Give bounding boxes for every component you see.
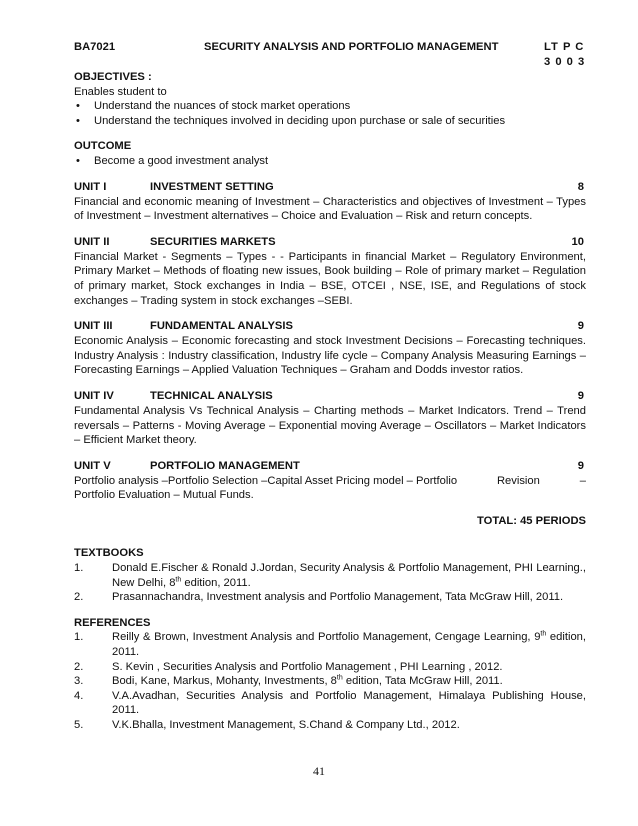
references-section [74,616,586,733]
course-header [74,40,586,70]
unit-heading [74,180,586,195]
item-number: 3. [74,675,84,688]
unit-number: UNIT III [74,320,113,333]
item-number: 5. [74,719,84,731]
unit-body-line [74,474,586,489]
item-sup: th [540,630,547,638]
item-number: 1. [74,562,84,575]
total-periods: TOTAL: 45 PERIODS [477,514,586,527]
page-number: 41 [313,764,325,778]
objectives-section [74,70,586,128]
unit-hours: 9 [577,459,584,472]
unit-body-part: – [579,474,586,487]
unit-4 [74,389,586,448]
item-number: 2. [74,660,84,673]
objectives-intro: Enables student to [74,85,167,98]
item-text: V.A.Avadhan, Securities Analysis and Portfolio Management, Himalaya Publishing House, 2011. [112,689,586,717]
item-text: Bodi, Kane, Markus, Mohanty, Investments, 8 [112,675,337,688]
item-number: 1. [74,631,84,644]
reference-item [74,630,586,659]
unit-body-part: Portfolio analysis –Portfolio Selection –Capital Asset Pricing model – Portfolio [74,474,458,487]
reference-item [74,689,586,718]
item-text: Donald E.Fischer & Ronald J.Jordan, Security Analysis & Portfolio Management, PHI Learning., New Delhi, 8 [112,562,586,589]
unit-body-line: Portfolio Evaluation – Mutual Funds. [74,489,254,502]
unit-hours: 8 [577,180,584,193]
unit-title: FUNDAMENTAL ANALYSIS [150,320,293,333]
unit-5 [74,459,586,503]
unit-1 [74,180,586,224]
item-text-tail: edition, Tata McGraw Hill, 2011. [342,675,503,688]
reference-item [74,660,586,675]
unit-body: Financial and economic meaning of Investment – Characteristics and objectives of Investment – Types of Investment – Investment alternatives – Choice and Evaluation – Risk and return concepts. [74,195,586,223]
unit-3 [74,319,586,378]
unit-body: Economic Analysis – Economic forecasting and stock Investment Decisions – Forecasting techniques. Industry Analysis : Industry classification, Industry life cycle – Company Analysis Measuring Earnings – Forecasting Earnings – Applied Valuation Techniques – Graham and Dodds investor ratios. [74,335,586,377]
references-heading: REFERENCES [74,616,151,629]
item-text: Reilly & Brown, Investment Analysis and Portfolio Management, Cengage Learning, 9 [112,631,541,644]
textbooks-section [74,546,586,604]
unit-heading [74,319,586,334]
reference-item [74,674,586,689]
textbook-item [74,590,586,605]
unit-body: Financial Market - Segments – Types - - Participants in financial Market – Regulatory Environment, Primary Market – Methods of floating new issues, Book building – Role of primary market – Regulation of primary market, Stock exchanges in India – BSE, OTCEI , NSE, ISE, and Regulations of stock exchanges – Trading system in stock exchanges –SEBI. [74,250,586,307]
unit-heading [74,235,586,250]
textbooks-heading: TEXTBOOKS [74,547,144,560]
unit-title: PORTFOLIO MANAGEMENT [150,459,300,472]
objectives-heading: OBJECTIVES : [74,71,152,83]
unit-hours: 9 [577,320,584,333]
item-number: 4. [74,689,84,702]
objective-item: • Understand the techniques involved in deciding upon purchase or sale of securities [74,114,586,129]
unit-2 [74,235,586,308]
unit-title: TECHNICAL ANALYSIS [150,389,273,402]
item-number: 2. [74,591,84,604]
textbook-item [74,561,586,590]
unit-hours: 9 [577,389,584,402]
item-text: S. Kevin , Securities Analysis and Portfolio Management , PHI Learning , 2012. [112,660,503,673]
item-text: V.K.Bhalla, Investment Management, S.Chand & Company Ltd., 2012. [112,719,460,731]
unit-number: UNIT II [74,235,110,248]
outcome-item: • Become a good investment analyst [74,154,586,169]
unit-hours: 10 [571,235,584,248]
item-sup: th [175,575,182,583]
course-title: SECURITY ANALYSIS AND PORTFOLIO MANAGEMENT [204,41,499,53]
unit-title: SECURITIES MARKETS [150,235,276,248]
reference-item [74,718,586,733]
ltpc-block [544,40,586,69]
unit-title: INVESTMENT SETTING [150,180,274,193]
unit-body-part: Revision [496,474,540,487]
item-text-tail: edition, 2011. [181,576,251,589]
unit-number: UNIT IV [74,389,114,402]
outcome-heading: OUTCOME [74,140,132,153]
item-sup: th [336,674,343,682]
ltpc-values: 3 0 0 3 [544,55,586,68]
unit-heading [74,459,586,474]
unit-number: UNIT V [74,459,111,472]
item-text: Prasannachandra, Investment analysis and Portfolio Management, Tata McGraw Hill, 2011. [112,591,564,604]
unit-number: UNIT I [74,180,107,193]
ltpc-label: LT P C [544,41,585,53]
objective-item: • Understand the nuances of stock market operations [74,99,586,114]
course-code: BA7021 [74,41,116,53]
outcome-section [74,139,586,168]
unit-heading [74,389,586,404]
unit-body: Fundamental Analysis Vs Technical Analysis – Charting methods – Market Indicators. Trend – Trend reversals – Patterns - Moving Average – Exponential moving Average – Oscillators – Market Indicators – Efficient Market theory. [74,404,586,447]
item-text-tail: edition, 2011. [112,631,587,659]
